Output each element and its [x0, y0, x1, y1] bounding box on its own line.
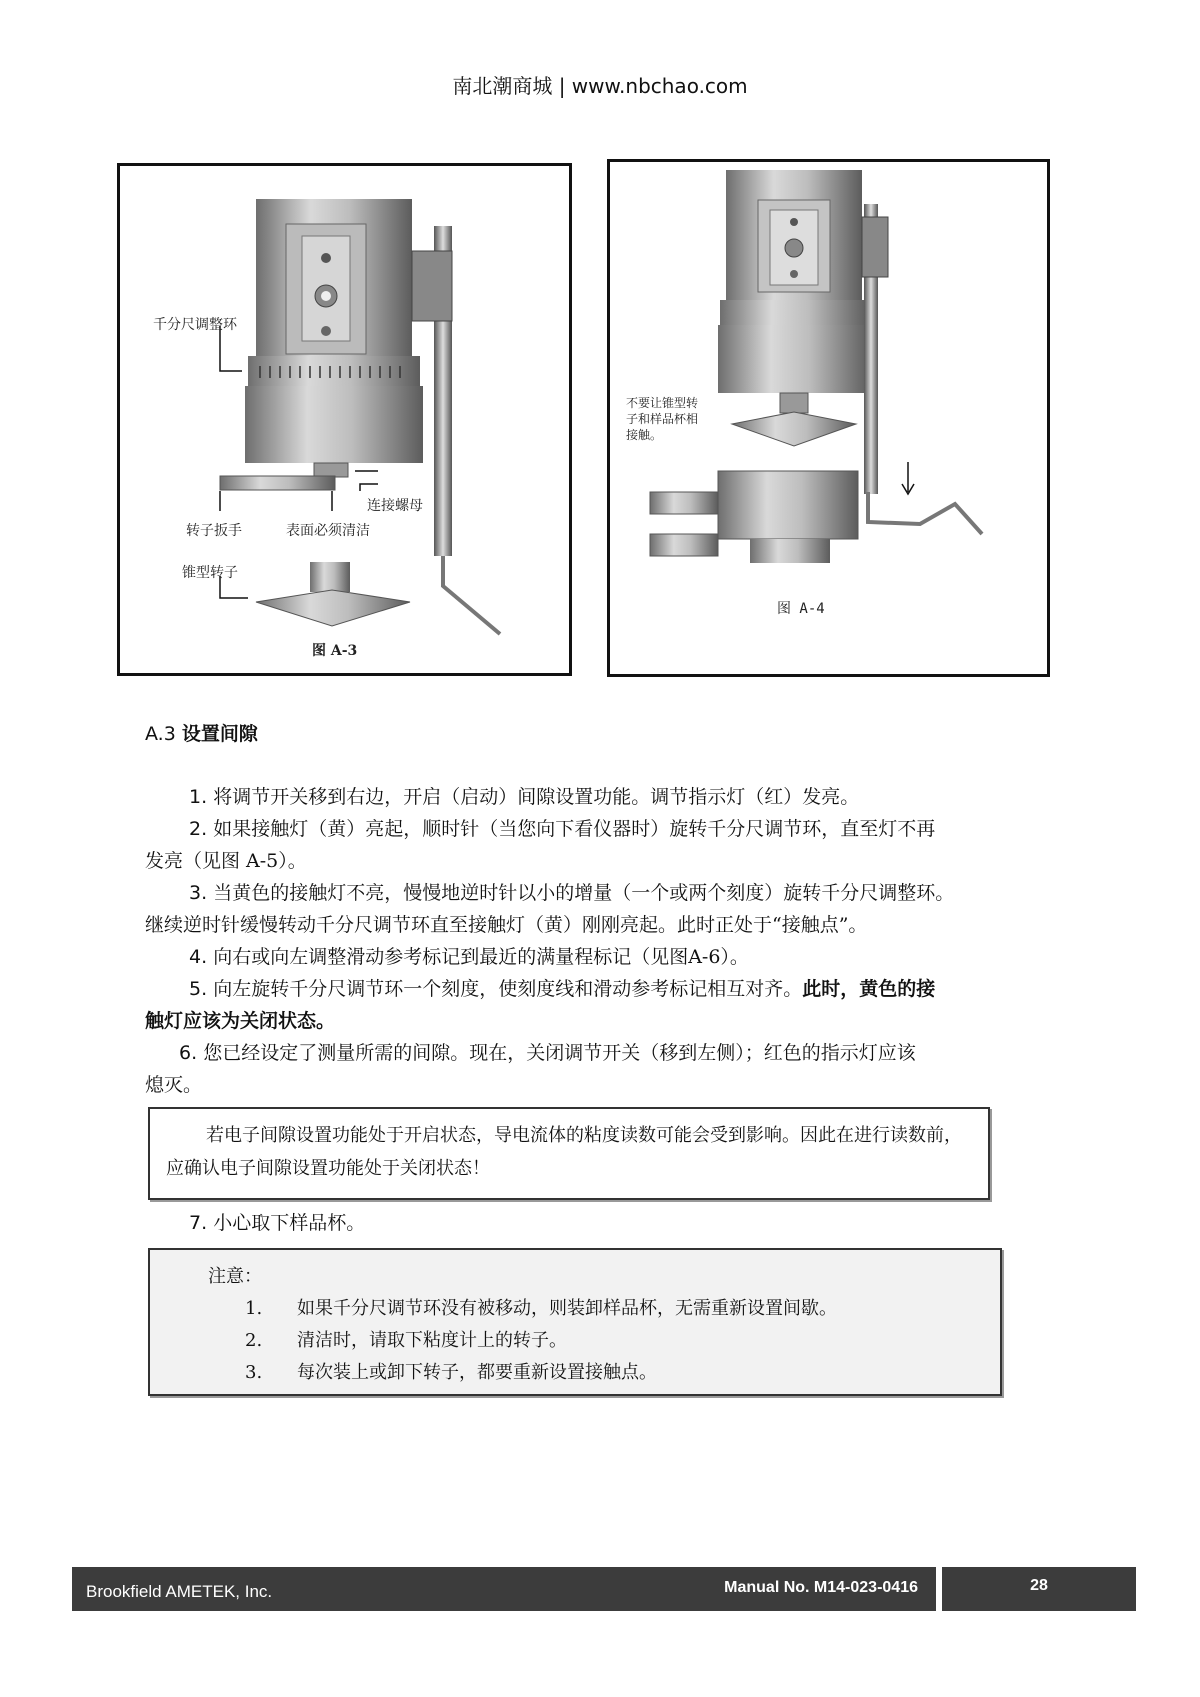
step-2: 2. 如果接触灯（黄）亮起，顺时针（当您向下看仪器时）旋转千分尺调节环，直至灯不再 发亮（见图 A-5）。 [145, 818, 936, 872]
step-7: 7. 小心取下样品杯。 [189, 1212, 366, 1234]
warning-line-1: 不要让锥型转 [626, 396, 699, 410]
step-1: 1. 将调节开关移到右边，开启（启动）间隙设置功能。调节指示灯（红）发亮。 [189, 786, 860, 808]
figure-a4 [607, 159, 1050, 677]
caption-a4: 图 A-4 [777, 601, 825, 617]
section-title-text: 设置间隙 [181, 723, 258, 745]
notice-item: 1. 如果千分尺调节环没有被移动，则装卸样品杯，无需重新设置间歇。 [245, 1298, 837, 1319]
gap-setting-note: 若电子间隙设置功能处于开启状态，导电流体的粘度读数可能会受到影响。因此在进行读数前，应确认电子间隙设置功能处于关闭状态！ [148, 1107, 990, 1200]
notice-title: 注意： [208, 1266, 262, 1287]
figure-a3-illustration [120, 166, 569, 673]
label-coupling-nut: 连接螺母 [367, 498, 423, 514]
page-header: 南北潮商城 | www.nbchao.com [452, 74, 748, 98]
step-4: 4. 向右或向左调整滑动参考标记到最近的满量程标记（见图A-6）。 [189, 946, 749, 968]
notice-item: 2. 清洁时，请取下粘度计上的转子。 [245, 1330, 567, 1351]
label-spindle-wrench: 转子扳手 [186, 523, 242, 539]
label-cone-spindle: 锥型转子 [182, 565, 238, 581]
footer-company: Brookfield AMETEK, Inc. [86, 1582, 273, 1601]
warning-line-2: 子和样品杯相 [626, 412, 699, 426]
footer-page-box [942, 1567, 1136, 1611]
step-3: 3. 当黄色的接触灯不亮，慢慢地逆时针以小的增量（一个或两个刻度）旋转千分尺调整环。 继续逆时针缓慢转动千分尺调节环直至接触灯（黄）刚刚亮起。此时正处于“接触点”。 [145, 882, 955, 936]
warning-line-3: 接触。 [626, 428, 663, 442]
figure-a3 [117, 163, 572, 676]
notice-box [148, 1248, 1002, 1396]
notice-item: 3. 每次装上或卸下转子，都要重新设置接触点。 [245, 1362, 657, 1383]
section-number: A.3 [145, 723, 176, 745]
section-title [145, 719, 258, 746]
caption-a3: 图 A-3 [312, 643, 358, 659]
step-6: 6. 您已经设定了测量所需的间隙。现在，关闭调节开关（移到左侧）；红色的指示灯应该 熄灭。 [145, 1042, 916, 1096]
footer-bar [72, 1567, 936, 1611]
label-surface-clean: 表面必须清洁 [286, 523, 370, 539]
label-micrometer-ring: 千分尺调整环 [153, 317, 237, 333]
page-number: 28 [1030, 1577, 1048, 1594]
footer-manual-number: Manual No. M14-023-0416 [724, 1579, 918, 1596]
step-5: 5. 向左旋转千分尺调节环一个刻度，使刻度线和滑动参考标记相互对齐。此时，黄色的接 触灯应该为关闭状态。 [145, 978, 936, 1032]
